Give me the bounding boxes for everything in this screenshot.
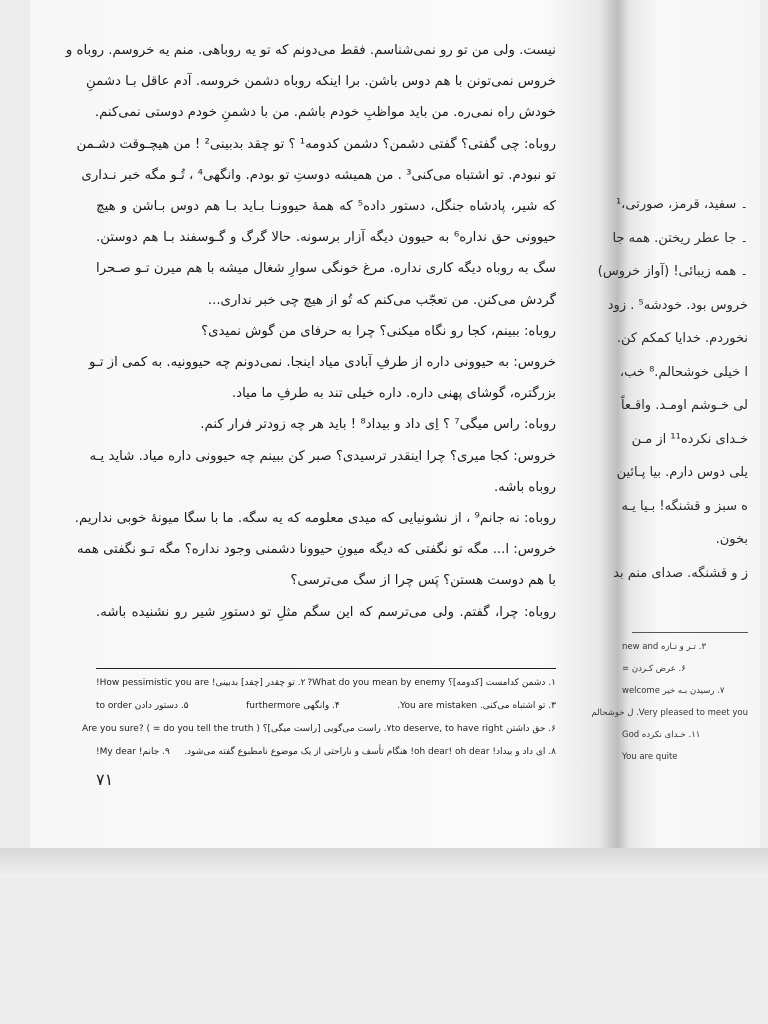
text-line: گردش می‌کنن. من تعجّب می‌کنم که تُو از هیچ چی خبر نداری... (207, 292, 556, 308)
right-text-line: ه سبز و قشنگه! بـیا یـه (621, 498, 748, 514)
book-bottom-edge (0, 848, 768, 878)
footnote: ۹. جانم! My dear! (96, 747, 170, 757)
text-line: روباه: ببینم، کجا رو نگاه میکنی؟ چرا به حرفای من گوش نمیدی؟ (201, 323, 556, 339)
text-line: خروس: به حیوونی داره از طرفِ آبادی میاد اینجا. نمی‌دونم چه حیوونیه. به کمی از تـو (88, 355, 556, 370)
footnote: ۷. راست می‌گویی [راست میگی]؟ Are you sure? ( = do you tell the truth ) (81, 724, 392, 734)
text-line: روباه باشه. (493, 479, 556, 495)
right-text-line: خـدای نکرده¹¹ از مـن (631, 431, 748, 447)
right-footnote: ۱۱. خـدای نکرده God (622, 730, 701, 740)
right-footnote: ۶. عرض کـردن = (622, 664, 686, 674)
right-text-line: ز و قشنگه. صدای منم بد (613, 565, 748, 581)
right-text-line: خروس بود. خودشه⁵ . زود (607, 297, 748, 313)
text-line: تو نبودم. تو اشتباه می‌کنی³ . من همیشه دوستِ تو بودم. وانگهی⁴ ، تُـو مگه خبر نـداری (81, 167, 556, 183)
text-line: خروس نمی‌تونن با هم دوس باشن. برا اینکه روباه دشمن خروسه. آدم عاقل بـا دشمنِ (86, 74, 556, 90)
left-page (65, 36, 557, 816)
footnote-divider (96, 668, 556, 669)
right-text-line: لی خـوشم اومـد. واقـعاً (620, 398, 748, 413)
right-text-line: ۔ سفید، قرمز، صورتی،¹ (615, 197, 748, 212)
footnote: ۱. دشمن کدامست [کدومه]؟ What do you mean by enemy? (307, 678, 556, 688)
right-text-line: یلی دوس دارم. بیا پـائین (616, 465, 748, 480)
right-footnote: ۷. رسیدن بـه خیر welcome (622, 686, 725, 696)
right-footnote: ۳. تـر و تـازه new and (622, 642, 707, 652)
text-line: روباه: نه جانم⁹ ، از نشونیایی که میدی معلومه که یه سگه. ما با سگا میونهٔ خوبی نداریم. (74, 511, 556, 526)
footnote: ۸. ای داد و بیداد! oh dear! oh dear! هنگام تأسف و ناراحتی از یک موضوع نامطبوع گفته می‌شود. (184, 747, 556, 757)
footnote: ۲. تو چقدر [چقد] بدبینی! How pessimistic you are! (96, 678, 306, 688)
footnote: ۴. وانگهی furthermore (246, 701, 340, 711)
footnote: ۵. دستور دادن to order (96, 701, 189, 711)
text-line: نیست. ولی من تو رو نمی‌شناسم. فقط می‌دونم که تو یه روباهی. منم یه خروسم. روباه و (65, 43, 556, 58)
footnote: ۳. تو اشتباه می‌کنی. You are mistaken. (397, 701, 556, 711)
right-text-line: بخون. (715, 532, 748, 547)
footnote-row (96, 741, 556, 763)
footnote-row (81, 718, 556, 740)
text-line: روباه: چرا، گفتم. ولی می‌ترسم که این سگم مثلِ تو دستورِ شیر رو نشنیده باشه. (96, 604, 556, 620)
text-line: خروس: کجا میری؟ چرا اینقدر ترسیدی؟ صبر کن ببینم چه حیوونی داره میاد. شاید یـه (89, 448, 556, 464)
right-text-line: ۔ جا عطر ریختن. همه جا (612, 230, 748, 246)
right-page (591, 190, 748, 770)
text-line: خودش راه نمی‌ره. من باید مواظبِ خودم باشم. من با دشمنِ خودم دوستی نمی‌کنم. (94, 105, 556, 121)
right-text-line: ا خیلی خوشحالم.⁸ خب، (619, 364, 748, 380)
right-text-line: ۔ همه زیبائی! (آواز خروس) (597, 264, 748, 279)
text-line: خروس: ا... مگه تو نگفتی که دیگه میونِ حیوونا دشمنی وجود نداره؟ مگه تـو نگفتی همه (77, 542, 556, 558)
right-text-line: نخوردم. خدایا کمکم کن. (616, 331, 748, 346)
text-line: حیوونی حق نداره⁶ به حیوون دیگه آزار برسونه. حالا گرگ و گـوسفند بـا هم دوستن. (96, 230, 556, 246)
text-line: بزرگتره، گوشای پهنی داره. داره خیلی تند به طرفِ ما میاد. (231, 386, 556, 402)
text-line: سگ به روباه دیگه کاری نداره. مرغ خونگی سوارِ شغال میشه با هم میرن تـو صـحرا (96, 261, 556, 277)
text-line: با هم دوست هستن؟ پَس چرا از سگ می‌ترسی؟ (290, 573, 556, 589)
text-line: روباه: چی گفتی؟ گفتی دشمن؟ دشمن کدومه¹ ؟ تو چقد بدبینی² ! من هیچـوقت دشـمن (76, 136, 556, 152)
page-number: ۷۱ (96, 770, 114, 789)
right-footnote: You are quite (622, 752, 678, 762)
right-footnote: Very pleased to meet you. ل خوشحالم (591, 708, 748, 718)
right-footnote-divider (632, 632, 748, 633)
footnote: ۶. حق داشتن to deserve, to have right (391, 724, 556, 734)
text-line: که شیر، پادشاه جنگل، دستور داده⁵ که همهٔ حیوونـا بـاید بـا هم دوس بـاشن و هیچ (96, 199, 557, 214)
footnote-row (96, 695, 556, 717)
text-line: روباه: راس میگی⁷ ؟ اِی داد و بیداد⁸ ! باید هر چه زودتر فرار کنم. (200, 417, 556, 433)
bleed-through-text (620, 30, 750, 180)
footnote-row (96, 672, 556, 694)
